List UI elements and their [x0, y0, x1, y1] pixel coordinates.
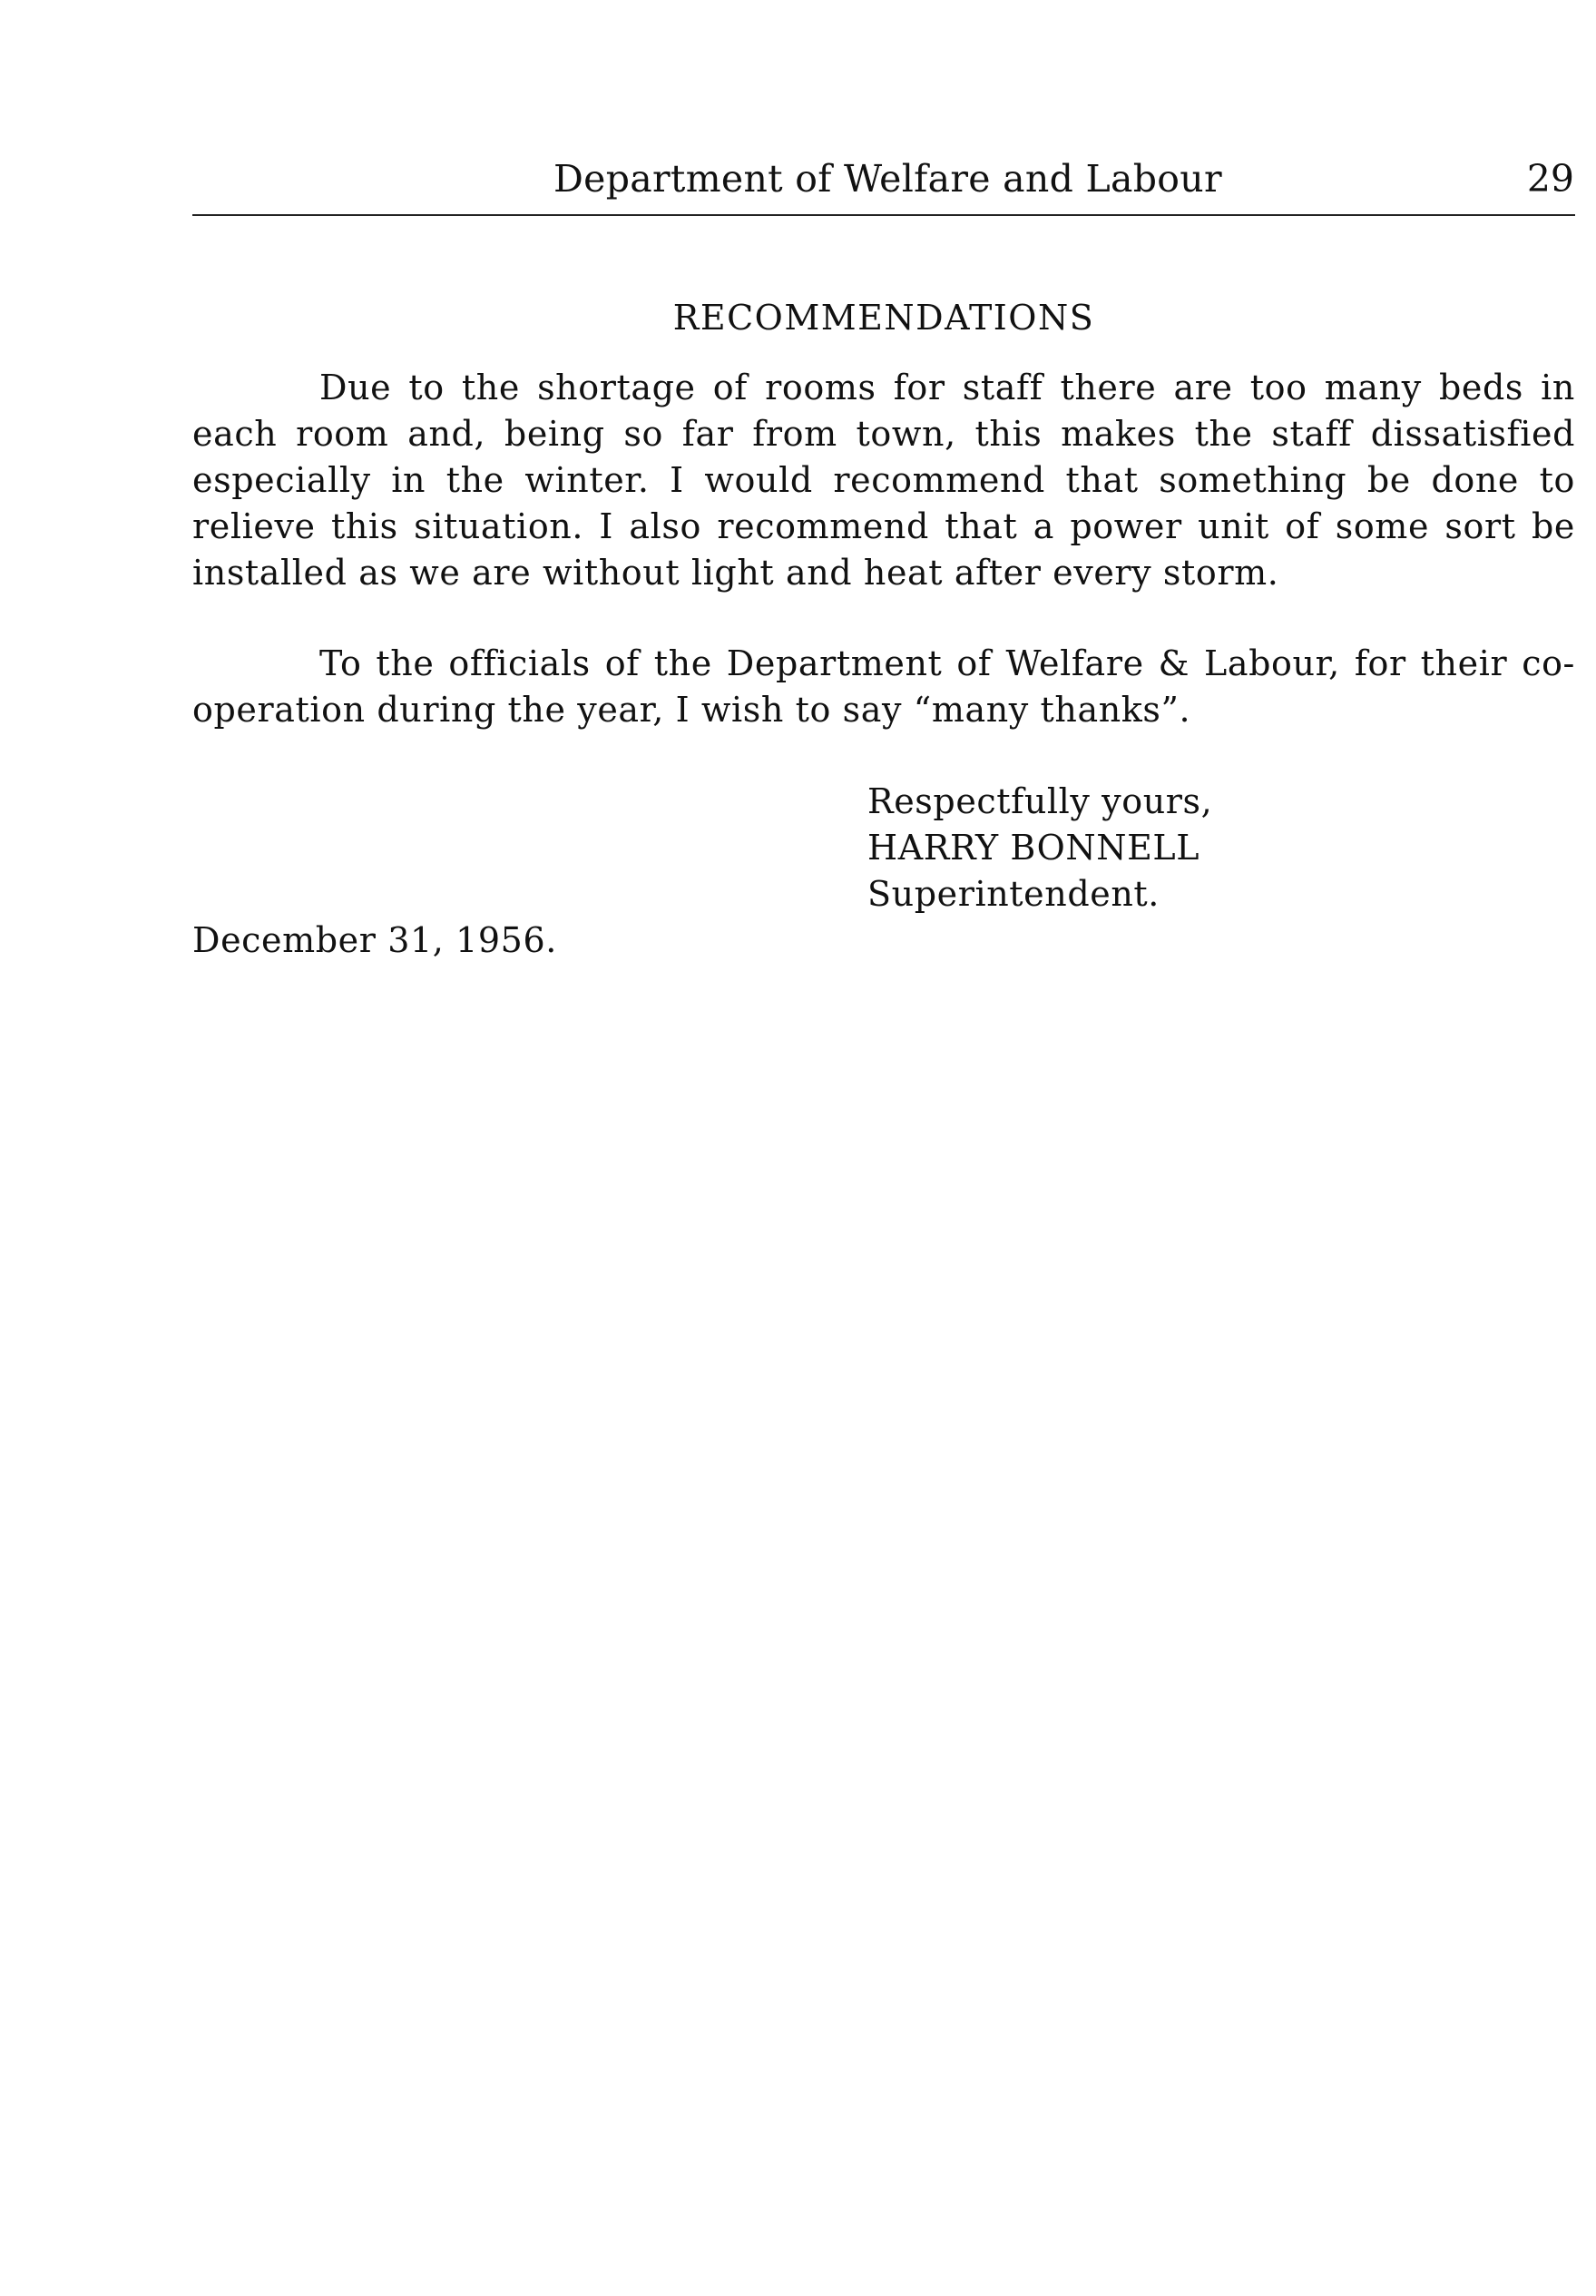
paragraph-line: relieve this situation. I also recommend that a power unit of some sort be — [192, 506, 1575, 546]
paragraph-line: especially in the winter. I would recommend that something be done to — [192, 460, 1575, 500]
signature-block — [867, 779, 1212, 917]
document-date: December 31, 1956. — [192, 920, 557, 960]
signature-name: HARRY BONNELL — [867, 828, 1200, 868]
paragraph-line: each room and, being so far from town, this makes the staff dissatisfied — [192, 414, 1575, 454]
thanks-paragraph — [192, 641, 1575, 733]
paragraph-line: Due to the shortage of rooms for staff there are too many beds in — [319, 368, 1575, 407]
paragraph-line: To the officials of the Department of Welfare & Labour, for their co- — [319, 643, 1575, 683]
running-header-title: Department of Welfare and Labour — [553, 157, 1222, 201]
page-number: 29 — [1526, 157, 1574, 201]
signature-title: Superintendent. — [867, 874, 1160, 914]
paragraph-line: operation during the year, I wish to say “many thanks”. — [192, 690, 1191, 730]
paragraph-line: installed as we are without light and heat after every storm. — [192, 553, 1279, 593]
header-rule — [192, 214, 1575, 216]
signature-closing: Respectfully yours, — [867, 781, 1213, 821]
recommendation-paragraph — [192, 365, 1575, 596]
section-heading: RECOMMENDATIONS — [672, 298, 1095, 338]
